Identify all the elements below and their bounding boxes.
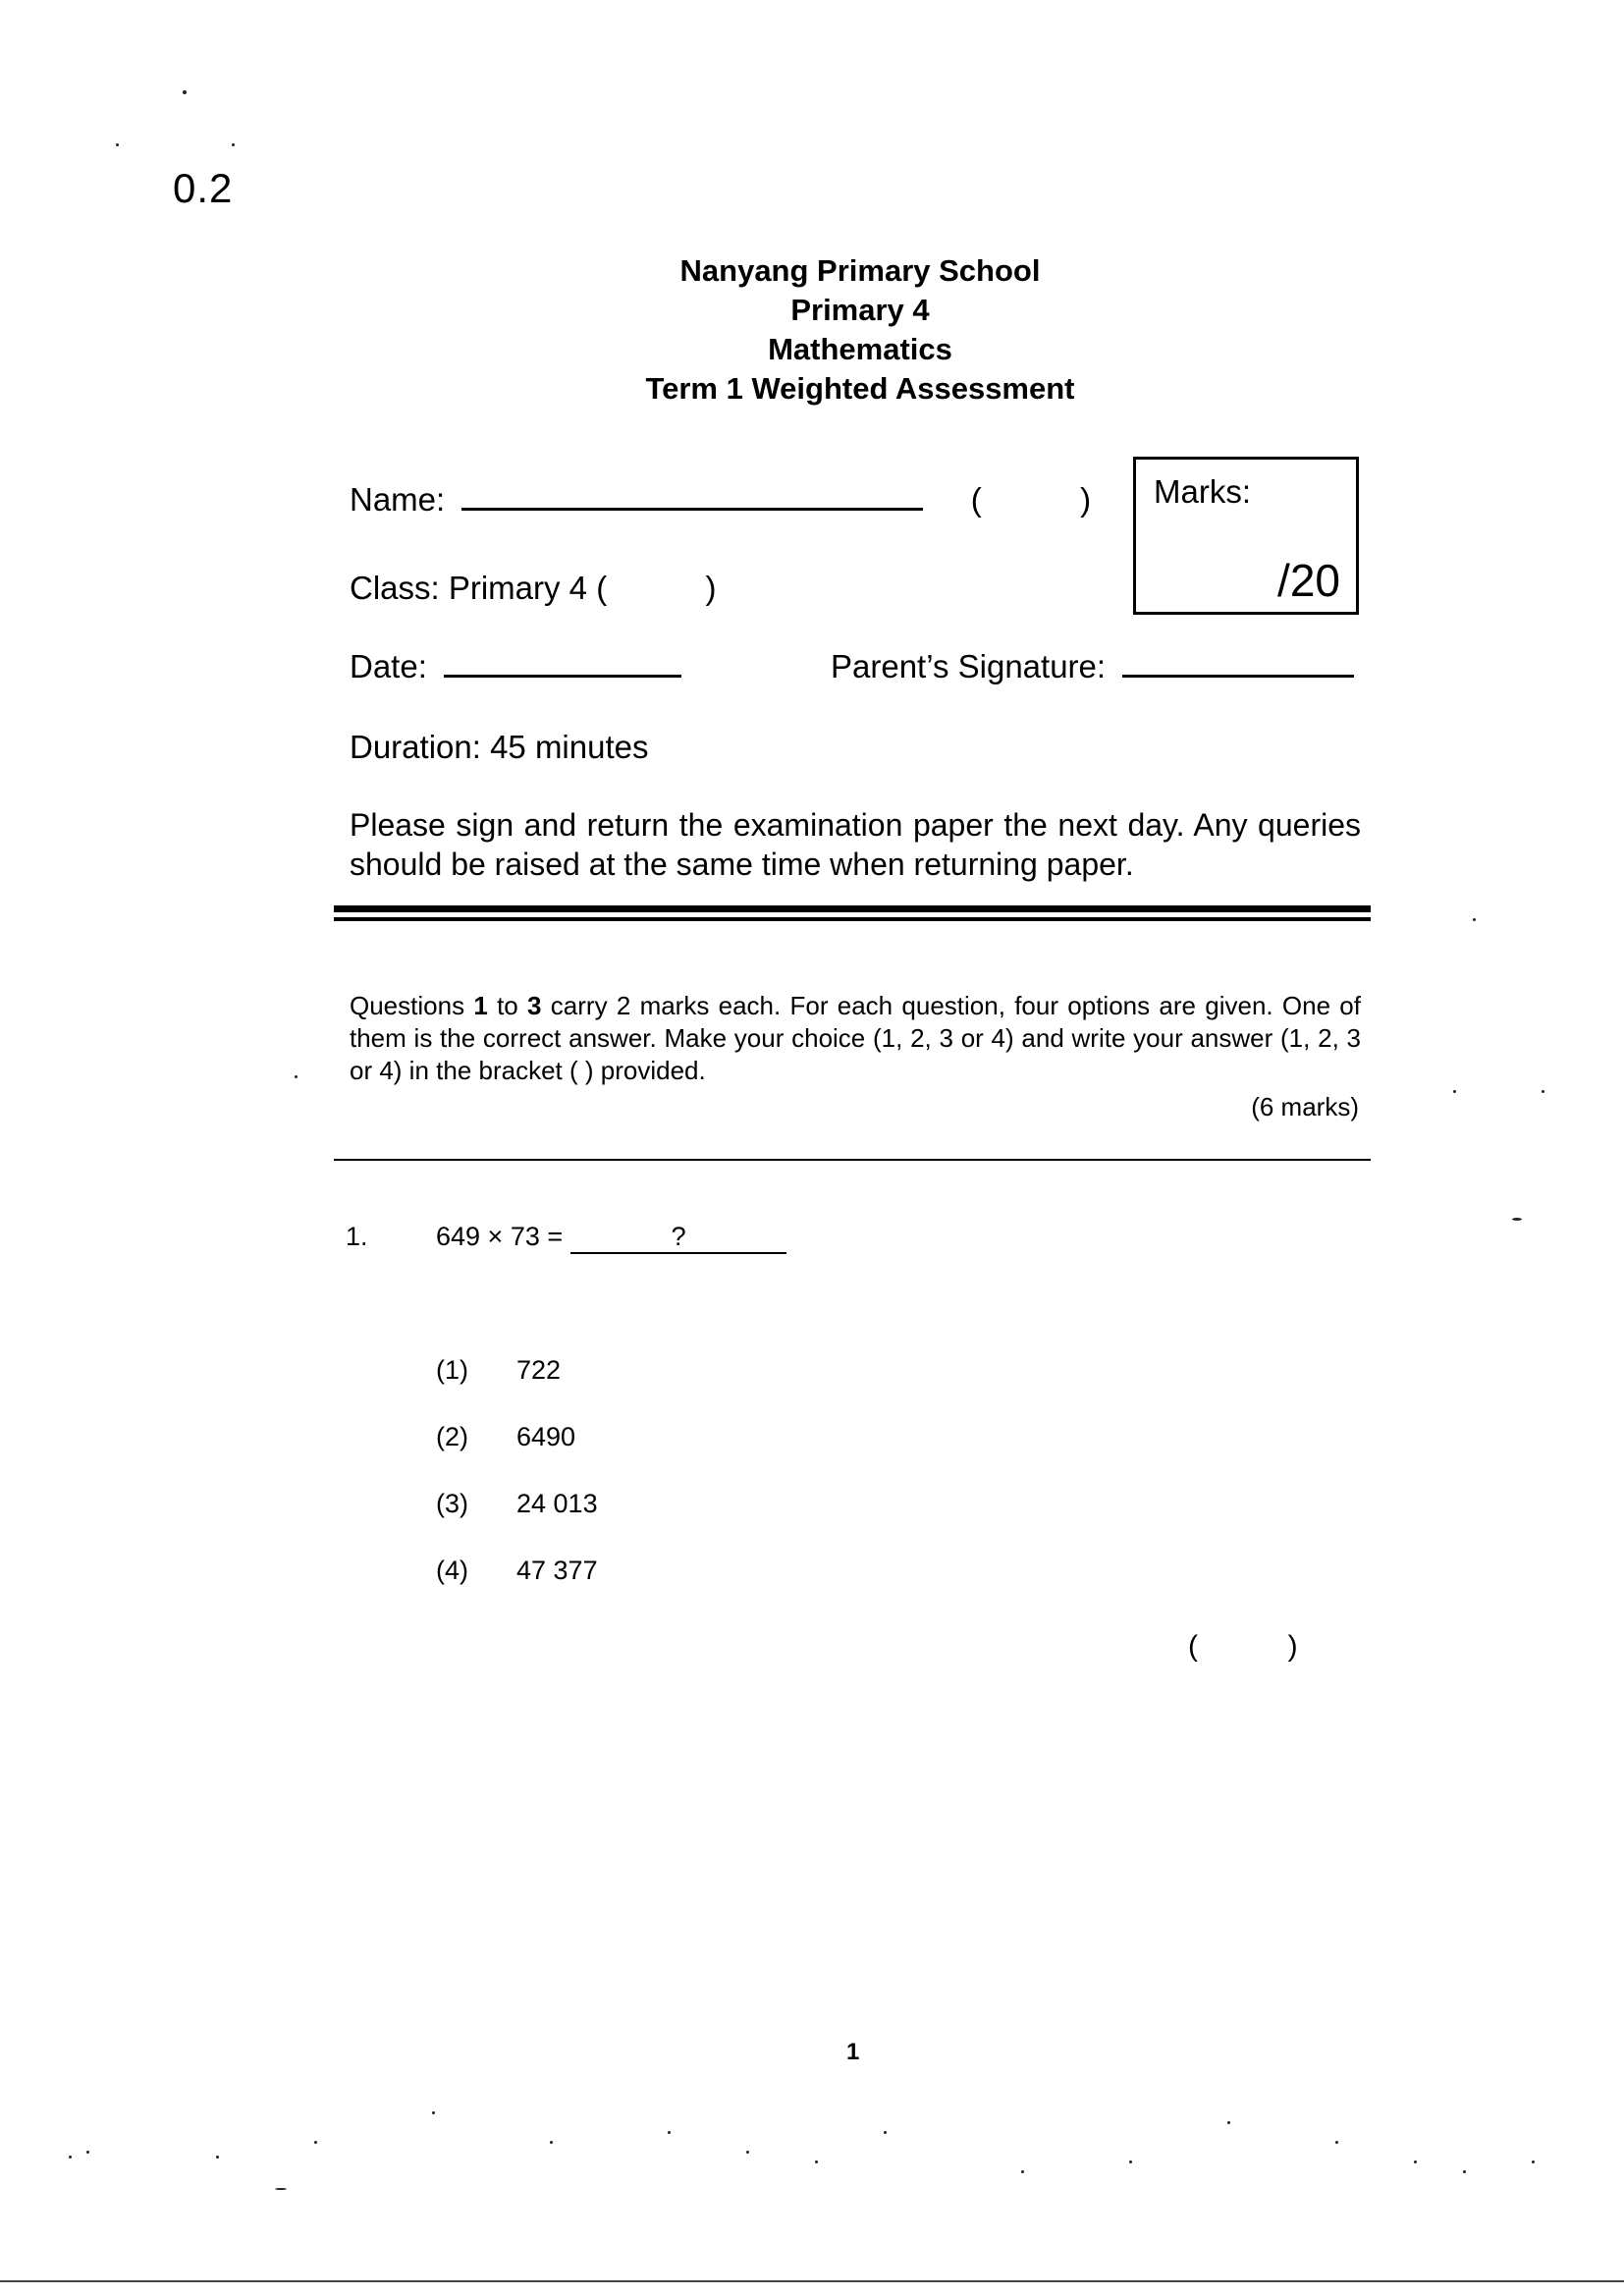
marks-label: Marks:	[1154, 473, 1251, 510]
option-label: (4)	[436, 1556, 468, 1585]
index-bracket-open: (	[970, 481, 982, 518]
section-instructions	[350, 990, 1361, 1087]
class-bracket-close: )	[705, 570, 717, 606]
subject: Mathematics	[768, 332, 952, 366]
option-3	[436, 1489, 598, 1519]
instructions-divider	[334, 1159, 1371, 1161]
option-value: 6490	[516, 1422, 576, 1451]
return-notice: Please sign and return the examination paper the next day. Any queries should be raised at the same time when returning paper.	[350, 807, 1361, 882]
option-value: 722	[516, 1355, 562, 1385]
signature-row	[831, 648, 1354, 685]
instructions-from: 1	[473, 991, 488, 1020]
class-row	[350, 570, 717, 607]
section-divider	[334, 905, 1371, 921]
page-number: 1	[846, 2039, 860, 2065]
question-text	[436, 1222, 786, 1254]
name-row	[350, 481, 1091, 519]
option-label: (1)	[436, 1355, 468, 1385]
date-label: Date:	[350, 648, 427, 684]
class-label: Class: Primary 4 (	[350, 570, 608, 606]
question-blank: ?	[570, 1222, 786, 1254]
signature-label: Parent’s Signature:	[831, 648, 1107, 684]
index-bracket-close: )	[1080, 481, 1092, 518]
scan-edge-line	[0, 2280, 1624, 2282]
date-field[interactable]	[444, 649, 681, 678]
option-2	[436, 1422, 575, 1452]
instructions-text: carry 2 marks each. For each question, four options are given. One of them is the correct answer. Make your choice (1, 2, 3 or 4) and write your answer (1, 2, 3 or 4) in the bracket ( ) provided.	[350, 991, 1361, 1085]
marks-total: /20	[1277, 555, 1340, 606]
section-marks: (6 marks)	[1251, 1092, 1359, 1121]
option-4	[436, 1556, 598, 1586]
instructions-to: 3	[527, 991, 542, 1020]
date-row	[350, 648, 681, 685]
option-value: 47 377	[516, 1556, 598, 1585]
signature-field[interactable]	[1122, 649, 1354, 678]
level: Primary 4	[790, 293, 930, 327]
corner-label: 0.2	[173, 165, 234, 211]
duration: Duration: 45 minutes	[350, 729, 649, 765]
option-value: 24 013	[516, 1489, 598, 1518]
assessment-title: Term 1 Weighted Assessment	[645, 371, 1075, 406]
option-1	[436, 1355, 561, 1386]
instructions-text: to	[487, 991, 528, 1020]
school-name: Nanyang Primary School	[679, 253, 1041, 288]
option-label: (2)	[436, 1422, 468, 1451]
question-number: 1.	[346, 1222, 368, 1251]
name-field[interactable]	[461, 482, 923, 511]
instructions-text: Questions	[350, 991, 474, 1020]
name-label: Name:	[350, 481, 446, 518]
answer-bracket[interactable]: ( )	[1188, 1630, 1298, 1663]
option-label: (3)	[436, 1489, 468, 1518]
marks-box	[1133, 457, 1359, 615]
question-expression: 649 × 73 =	[436, 1222, 564, 1251]
